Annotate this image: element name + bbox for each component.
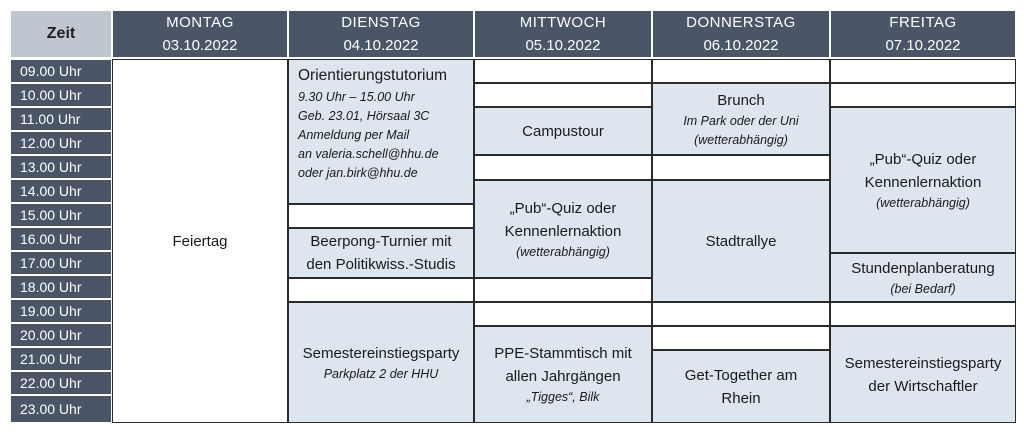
event-location: Parkplatz 2 der HHU [323, 366, 439, 381]
event-title: Stadtrallye [705, 232, 777, 250]
event-title: Semestereinstiegsparty [302, 344, 460, 362]
event-line: „Pub“-Quiz oder [869, 150, 977, 168]
time-label: 22.00 Uhr [20, 375, 82, 391]
empty-slot [652, 59, 830, 83]
zeit-label: Zeit [46, 25, 76, 42]
event-title: Orientierungstutorium [298, 67, 448, 84]
event-semestereinstiegsparty [288, 302, 474, 423]
event-line: Get-Together am [684, 366, 798, 384]
time-label: 13.00 Uhr [20, 159, 82, 175]
time-label: 17.00 Uhr [20, 255, 82, 271]
empty-slot [474, 59, 652, 83]
event-line: der Wirtschaftler [868, 377, 978, 395]
event-get-together [652, 350, 830, 423]
time-label: 18.00 Uhr [20, 279, 82, 295]
event-note: (wetterabhängig) [694, 132, 788, 147]
event-title: Brunch [717, 91, 765, 109]
empty-slot [288, 278, 474, 302]
event-title: Stundenplanberatung [851, 259, 995, 277]
time-slot [10, 131, 112, 155]
event-campustour [474, 107, 652, 155]
day-header-monday [112, 10, 288, 58]
event-stadtrallye [652, 180, 830, 302]
event-detail: 9.30 Uhr – 15.00 Uhr [298, 90, 415, 104]
empty-slot [474, 302, 652, 326]
day-header-tuesday [288, 10, 474, 58]
time-label: 11.00 Uhr [20, 111, 81, 127]
event-line: Semestereinstiegsparty [844, 354, 1002, 372]
empty-slot [652, 326, 830, 350]
day-date: 05.10.2022 [525, 36, 601, 54]
event-line: Kennenlernaktion [864, 173, 982, 191]
event-line: PPE-Stammtisch mit [494, 345, 632, 362]
day-header-thursday [652, 10, 830, 58]
time-slot [10, 83, 112, 107]
time-label: 21.00 Uhr [20, 351, 82, 367]
time-label: 10.00 Uhr [20, 87, 82, 103]
event-line: den Politikwiss.-Studis [306, 256, 456, 273]
event-stundenplanberatung [830, 253, 1016, 302]
time-label: 14.00 Uhr [20, 183, 82, 199]
day-header-friday [830, 10, 1016, 58]
event-beerpong-turnier [288, 228, 474, 278]
time-label: 16.00 Uhr [20, 231, 82, 247]
empty-slot [474, 155, 652, 180]
day-name: FREITAG [889, 13, 957, 31]
time-label: 19.00 Uhr [20, 303, 82, 319]
time-slot [10, 251, 112, 275]
event-line: Rhein [721, 389, 761, 407]
time-slot [10, 227, 112, 251]
day-name: DONNERSTAG [686, 13, 796, 31]
time-slot [10, 107, 112, 131]
event-line: Beerpong-Turnier mit [310, 233, 452, 250]
event-ppe-stammtisch [474, 326, 652, 423]
day-date: 04.10.2022 [343, 36, 419, 54]
event-pub-quiz [830, 107, 1016, 253]
time-label: 12.00 Uhr [20, 135, 82, 151]
day-header-wednesday [474, 10, 652, 58]
event-line: allen Jahrgängen [505, 368, 621, 385]
event-note: (wetterabhängig) [876, 195, 970, 210]
time-slot [10, 155, 112, 179]
empty-slot [474, 83, 652, 107]
time-slot [10, 179, 112, 203]
event-detail: Im Park oder der Uni [683, 113, 799, 128]
empty-slot [652, 302, 830, 326]
event-title: Campustour [522, 122, 604, 140]
empty-slot [830, 83, 1016, 107]
event-note: (bei Bedarf) [890, 281, 956, 296]
event-location: „Tigges“, Bilk [526, 390, 600, 404]
time-label: 20.00 Uhr [20, 327, 82, 343]
day-date: 07.10.2022 [885, 36, 961, 54]
day-name: MONTAG [166, 13, 234, 31]
day-name: DIENSTAG [341, 13, 421, 31]
time-slot [10, 323, 112, 347]
time-label: 09.00 Uhr [20, 63, 82, 79]
event-line: „Pub“-Quiz oder [509, 199, 617, 217]
time-label: 23.00 Uhr [20, 401, 82, 417]
event-semestereinstiegsparty-wirtschaftler [830, 326, 1016, 423]
empty-slot [830, 302, 1016, 326]
empty-slot [474, 278, 652, 302]
event-feiertag [112, 59, 288, 423]
event-detail: an valeria.schell@hhu.de [298, 147, 439, 161]
time-slot [10, 371, 112, 395]
event-detail: Geb. 23.01, Hörsaal 3C [298, 109, 430, 123]
zeit-header [10, 10, 112, 58]
empty-slot [652, 155, 830, 180]
event-orientierungstutorium [288, 59, 474, 204]
day-name: MITTWOCH [519, 13, 607, 31]
time-slot [10, 203, 112, 227]
time-label: 15.00 Uhr [20, 207, 82, 223]
day-date: 06.10.2022 [703, 36, 779, 54]
event-detail: oder jan.birk@hhu.de [298, 166, 418, 180]
event-pub-quiz [474, 180, 652, 278]
time-slot [10, 59, 112, 83]
event-title: Feiertag [172, 232, 228, 250]
time-slot [10, 299, 112, 323]
time-slot [10, 275, 112, 299]
empty-slot [288, 204, 474, 228]
empty-slot [830, 59, 1016, 83]
event-note: (wetterabhängig) [516, 244, 610, 259]
event-line: Kennenlernaktion [504, 222, 622, 240]
time-slot [10, 395, 112, 423]
time-slot [10, 347, 112, 371]
event-detail: Anmeldung per Mail [298, 128, 410, 142]
day-date: 03.10.2022 [162, 36, 238, 54]
event-brunch [652, 83, 830, 155]
